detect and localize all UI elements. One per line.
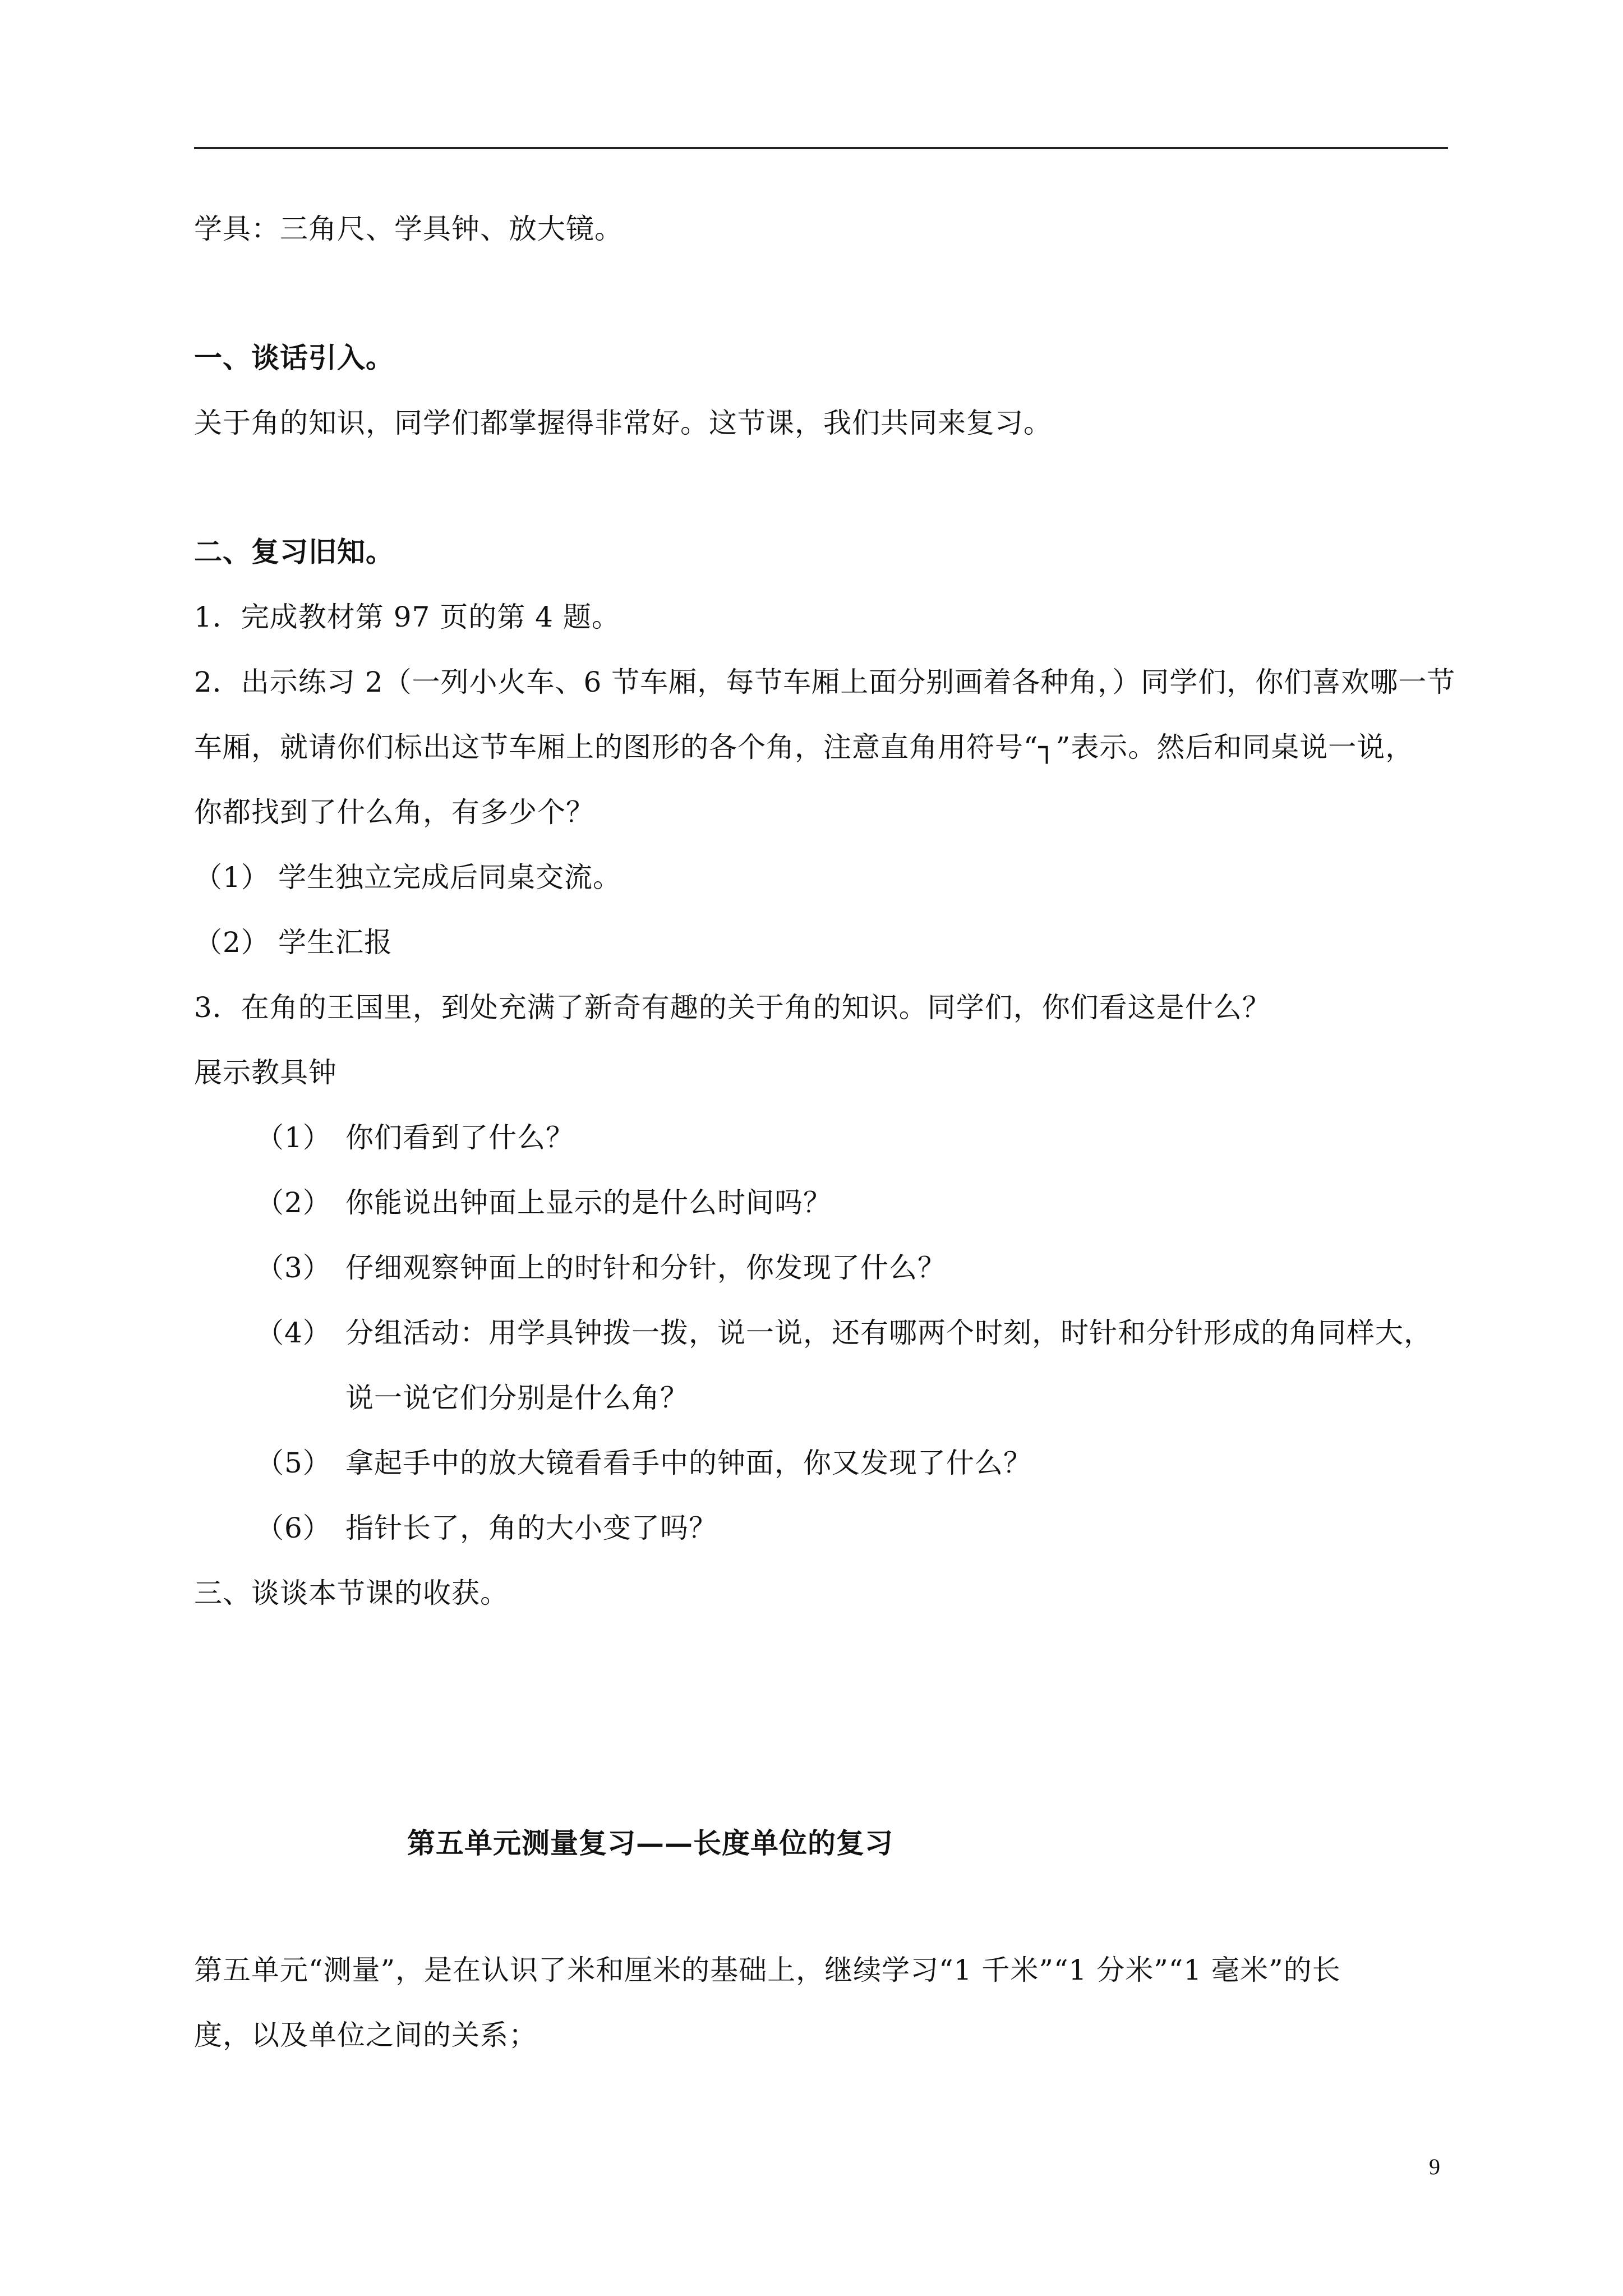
unit5-intro-line2: 度，以及单位之间的关系； — [194, 2019, 537, 2051]
question-number: （1） — [256, 1121, 331, 1154]
materials-line: 学具：三角尺、学具钟、放大镜。 — [194, 213, 623, 245]
sub-item-text: 学生独立完成后同桌交流。 — [278, 861, 621, 894]
section2-item3-intro: 展示教具钟 — [194, 1056, 337, 1089]
question-item — [256, 1251, 946, 1285]
question-item — [256, 1186, 832, 1220]
section1-body: 关于角的知识，同学们都掌握得非常好。这节课，我们共同来复习。 — [194, 407, 1052, 439]
sub-item-number: （1） — [194, 861, 270, 894]
section1-heading: 一、谈话引入。 — [194, 341, 394, 374]
section2-item1: 1．完成教材第 97 页的第 4 题。 — [194, 601, 620, 633]
section3-heading: 三、谈谈本节课的收获。 — [194, 1577, 509, 1609]
sub-item — [194, 926, 393, 959]
question-item — [256, 1511, 717, 1545]
question-text: 指针长了，角的大小变了吗？ — [345, 1512, 717, 1544]
section2-item2-line3: 你都找到了什么角，有多少个？ — [194, 796, 594, 829]
question-text: 仔细观察钟面上的时针和分针，你发现了什么？ — [345, 1251, 946, 1284]
unit5-title: 第五单元测量复习——长度单位的复习 — [407, 1826, 893, 1860]
question-text: 分组活动：用学具钟拨一拨，说一说，还有哪两个时刻，时针和分针形成的角同样大， — [345, 1317, 1432, 1349]
question-number: （4） — [256, 1317, 331, 1349]
header-rule — [194, 147, 1448, 149]
page-number: 9 — [1429, 2154, 1440, 2179]
question-text: 拿起手中的放大镜看看手中的钟面，你又发现了什么？ — [345, 1447, 1032, 1479]
section2-item2-line1: 2．出示练习 2（一列小火车、6 节车厢，每节车厢上面分别画着各种角，）同学们，你们喜欢哪一节 — [194, 666, 1456, 698]
unit5-intro-line1: 第五单元“测量”，是在认识了米和厘米的基础上，继续学习“1 千米”“1 分米”“1 毫米”的长 — [194, 1954, 1341, 1986]
question-item — [256, 1446, 1032, 1480]
section2-item3: 3．在角的王国里，到处充满了新奇有趣的关于角的知识。同学们，你们看这是什么？ — [194, 991, 1271, 1024]
question-number: （2） — [256, 1186, 331, 1219]
question-text: 你们看到了什么？ — [345, 1121, 574, 1154]
section2-item2-line2: 车厢，就请你们标出这节车厢上的图形的各个角，注意直角用符号“┐”表示。然后和同桌说一说， — [194, 731, 1414, 763]
question-item — [256, 1316, 1432, 1350]
question-number: （6） — [256, 1512, 331, 1544]
question-continuation: 说一说它们分别是什么角？ — [345, 1382, 689, 1414]
sub-item-text: 学生汇报 — [278, 926, 393, 959]
question-item — [256, 1121, 574, 1154]
question-number: （3） — [256, 1251, 331, 1284]
question-text: 你能说出钟面上显示的是什么时间吗？ — [345, 1186, 832, 1219]
section2-heading: 二、复习旧知。 — [194, 535, 394, 568]
sub-item-number: （2） — [194, 926, 270, 959]
sub-item — [194, 861, 621, 894]
question-number: （5） — [256, 1447, 331, 1479]
